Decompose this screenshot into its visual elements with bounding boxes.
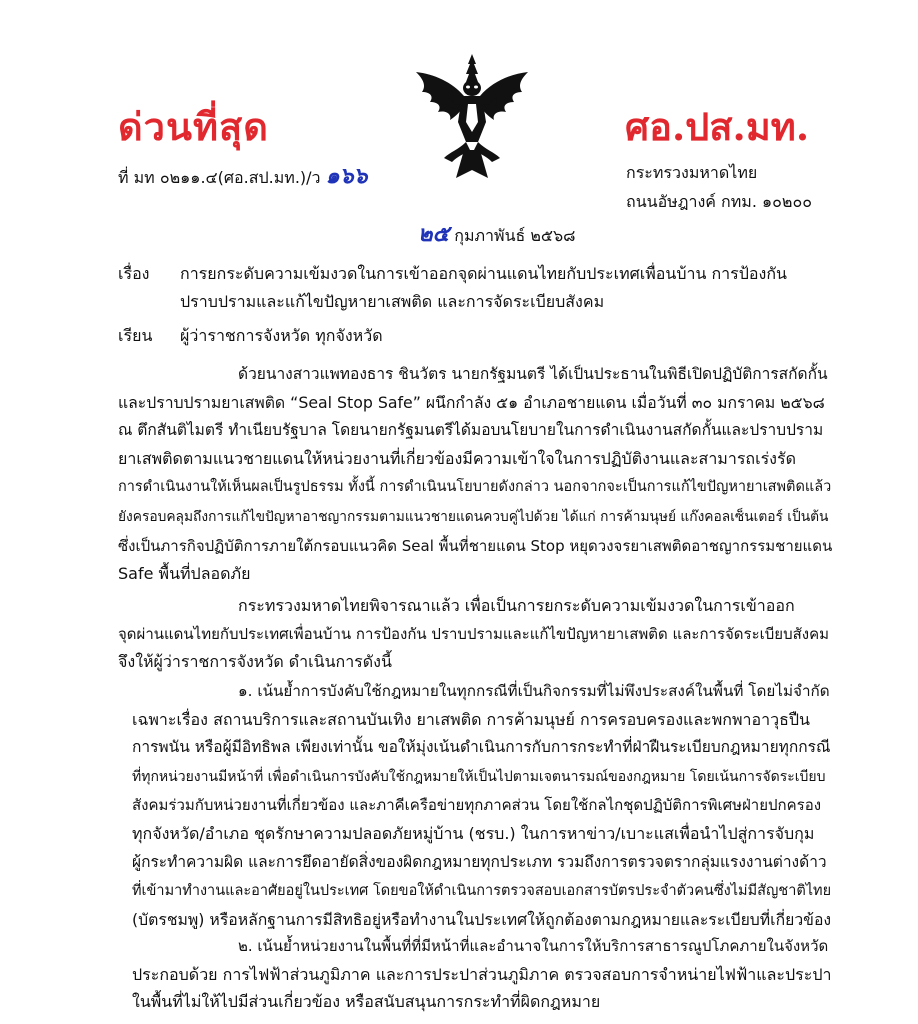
paragraph-line: ด้วยนางสาวแพทองธาร ชินวัตร นายกรัฐมนตรี ได้เป็นประธานในพิธีเปิดปฏิบัติการสกัดกั้น (238, 365, 828, 383)
paragraph-line: ทุกจังหวัด/อำเภอ ชุดรักษาความปลอดภัยหมู่บ้าน (ชรบ.) ในการหาข่าว/เบาะแสเพื่อนำไปสู่การจับกุม (132, 823, 815, 843)
date-day-handwritten: ๒๕ (418, 222, 450, 247)
paragraph-line: และปราบปรามยาเสพติด “Seal Stop Safe” ผนึกกำลัง ๕๑ อำเภอชายแดน เมื่อวันที่ ๓๐ มกราคม ๒๕๖๘ (118, 392, 825, 412)
paragraph-line: (บัตรชมพู) หรือหลักฐานการมีสิทธิอยู่หรือทำงานในประเทศให้ถูกต้องตามกฎหมายและระเบียบที่เกี่ยวข้อง (132, 909, 832, 929)
sender-address (626, 158, 812, 216)
subject-line: การยกระดับความเข้มงวดในการเข้าออกจุดผ่านแดนไทยกับประเทศเพื่อนบ้าน การป้องกัน (180, 264, 787, 283)
document-date (418, 216, 576, 251)
reference-handwritten-number: ๑๖๖ (325, 164, 368, 189)
paragraph-line: เฉพาะเรื่อง สถานบริการและสถานบันเทิง ยาเสพติด การค้ามนุษย์ การครอบครองและพกพาอาวุธปืน (132, 709, 810, 729)
paragraph-line: ยาเสพติดตามแนวชายแดนให้หน่วยงานที่เกี่ยวข้องมีความเข้าใจในการปฏิบัติงานและสามารถเร่งรัด (118, 448, 796, 468)
paragraph-background (118, 360, 832, 588)
reference-number (118, 158, 368, 193)
paragraph-line: การพนัน หรือผู้มีอิทธิพล เพียงเท่านั้น ขอให้มุ่งเน้นดำเนินการกับการกระทำที่ฝ่าฝืนระเบียบกฎหมายทุกกรณี (132, 738, 831, 757)
urgent-label: ด่วนที่สุด (118, 104, 269, 149)
paragraph-line: ซึ่งเป็นภารกิจปฏิบัติการภายใต้กรอบแนวคิด Seal พื้นที่ชายแดน Stop หยุดวงจรยาเสพติดอาชญากรรมชายแดน (118, 536, 833, 555)
reference-prefix: ที่ มท ๐๒๑๑.๔(ศอ.สป.มท.)/ว (118, 168, 321, 187)
paragraph-line: ยังครอบคลุมถึงการแก้ไขปัญหาอาชญากรรมตามแนวชายแดนควบคู่ไปด้วย ได้แก่ การค้ามนุษย์ แก๊งคอลเซ็นเตอร์ เป็นต้น (118, 508, 829, 525)
paragraph-line: ผู้กระทำความผิด และการยึดอายัดสิ่งของผิดกฎหมายทุกประเภท รวมถึงการตรวจตรากลุ่มแรงงานต่างด้าว (132, 852, 827, 871)
paragraph-consideration (118, 592, 832, 676)
paragraph-line: ที่เข้ามาทำงานและอาศัยอยู่ในประเทศ โดยขอให้ดำเนินการตรวจสอบเอกสารบัตรประจำตัวคนซึ่งไม่มีสัญชาติไทย (132, 883, 832, 900)
recipient-text: ผู้ว่าราชการจังหวัด ทุกจังหวัด (180, 326, 383, 345)
garuda-emblem (412, 52, 532, 184)
paragraph-line: ๑. เน้นย้ำการบังคับใช้กฎหมายในทุกกรณีที่เป็นกิจกรรมที่ไม่พึงประสงค์ในพื้นที่ โดยไม่จำกัด (238, 682, 830, 700)
paragraph-line: กระทรวงมหาดไทยพิจารณาแล้ว เพื่อเป็นการยกระดับความเข้มงวดในการเข้าออก (238, 596, 795, 615)
recipient-label: เรียน (118, 326, 153, 345)
paragraph-line: จึงให้ผู้ว่าราชการจังหวัด ดำเนินการดังนี้ (118, 652, 392, 672)
paragraph-line: ในพื้นที่ไม่ให้ไปมีส่วนเกี่ยวข้อง หรือสนับสนุนการกระทำที่ผิดกฎหมาย (132, 992, 601, 1012)
paragraph-line: สังคมร่วมกับหน่วยงานที่เกี่ยวข้อง และภาคีเครือข่ายทุกภาคส่วน โดยใช้กลไกชุดปฏิบัติการพิเศษฝ่ายปกครอง (132, 796, 822, 815)
date-month-year: กุมภาพันธ์ ๒๕๖๘ (454, 226, 576, 245)
paragraph-line: จุดผ่านแดนไทยกับประเทศเพื่อนบ้าน การป้องกัน ปราบปรามและแก้ไขปัญหายาเสพติด และการจัดระเบียบสังคม (118, 624, 830, 643)
directive-item-1 (118, 677, 832, 933)
paragraph-line: ที่ทุกหน่วยงานมีหน้าที่ เพื่อดำเนินการบังคับใช้กฎหมายให้เป็นไปตามเจตนารมณ์ของกฎหมาย โดยเน้นการจัดระเบียบ (132, 768, 826, 785)
subject-label: เรื่อง (118, 264, 150, 283)
directive-item-2 (118, 932, 832, 1016)
ministry-name: กระทรวงมหาดไทย (626, 163, 758, 182)
paragraph-line: การดำเนินงานให้เห็นผลเป็นรูปธรรม ทั้งนี้ การดำเนินนโยบายดังกล่าว นอกจากจะเป็นการแก้ไขปัญหายาเสพติดแล้ว (118, 479, 832, 496)
paragraph-line: ณ ตึกสันติไมตรี ทำเนียบรัฐบาล โดยนายกรัฐมนตรีได้มอบนโยบายในการดำเนินงานสกัดกั้นและปราบปราม (118, 421, 824, 440)
paragraph-line: ๒. เน้นย้ำหน่วยงานในพื้นที่ที่มีหน้าที่และอำนาจในการให้บริการสาธารณูปโภคภายในจังหวัด (238, 937, 829, 955)
subject-text (180, 260, 787, 315)
subject-line: ปราบปรามและแก้ไขปัญหายาเสพติด และการจัดระเบียบสังคม (180, 291, 605, 311)
paragraph-line: Safe พื้นที่ปลอดภัย (118, 564, 251, 584)
ministry-address: ถนนอัษฎางค์ กทม. ๑๐๒๐๐ (626, 192, 812, 211)
paragraph-line: ประกอบด้วย การไฟฟ้าส่วนภูมิภาค และการประปาส่วนภูมิภาค ตรวจสอบการจำหน่ายไฟฟ้าและประปา (132, 964, 832, 984)
org-code: ศอ.ปส.มท. (625, 104, 810, 149)
